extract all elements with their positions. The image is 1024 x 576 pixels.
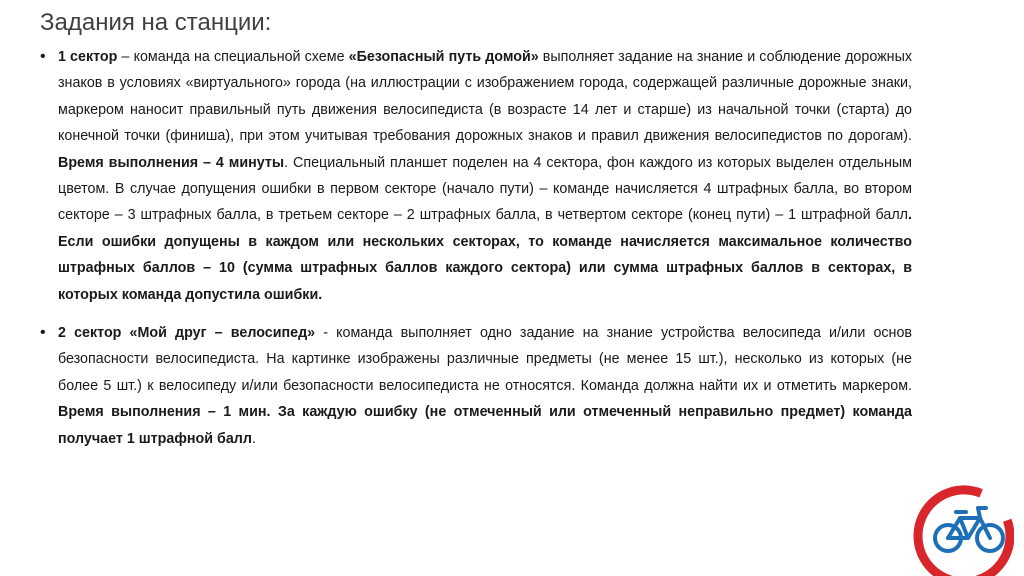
bullet: • [40, 324, 46, 342]
bullet: • [40, 48, 46, 65]
sector-1-label: 1 сектор [58, 49, 118, 65]
sector-2-label: 2 сектор «Мой друг – велосипед» [58, 325, 316, 342]
text-segment: выполняет задание на знание и соблюдение дорожных знаков в условиях «виртуального» города (на иллюстрации с изображением города, содержащей различные дорожные знаки, маркером наносит правильный путь движения велосипедиста (в возрасте 14 лет и старше) из начальной точки (старта) до конечной точки (финиша), при этом учитывая требования дорожных знаков и правил движения велосипедистов по дорогам). [58, 49, 912, 145]
scheme-name: «Безопасный путь домой» [348, 49, 539, 65]
page-title: Задания на станции: [40, 9, 272, 36]
time-limit: Время выполнения – 4 минуты [58, 154, 285, 171]
text-segment: - команда выполняет одно задание на знание устройства велосипеда и/или основ безопасности велосипедиста. На картинке изображены различные предметы (не менее 15 шт.), несколько из которых (не более 5 шт.) к велосипеду и/или безопасности велосипедиста не относятся. Команда должна найти их и отметить маркером. [58, 325, 912, 394]
bicycle-logo [904, 476, 1014, 576]
bicycle-icon [904, 476, 1014, 576]
penalty-rule: . Если ошибки допущены в каждом или нескольких секторах, то команде начисляется максимальное количество штрафных баллов – 10 (сумма штрафных баллов каждого сектора) или сумма штрафных баллов в секторах, в которых команда допустила ошибки. [58, 207, 912, 303]
time-limit: Время выполнения – 1 мин. За каждую ошибку (не отмеченный или отмеченный неправильно предмет) команда получает 1 штрафной балл [58, 404, 912, 447]
text-segment: . [251, 430, 256, 447]
list-item [40, 44, 912, 308]
list-item [40, 320, 912, 452]
text-segment: . Специальный планшет поделен на 4 сектора, фон каждого из которых выделен отдельным цветом. В случае допущения ошибки в первом секторе (начало пути) – команде начисляется 4 штрафных балла, во втором секторе – 3 штрафных балла, в третьем секторе – 2 штрафных балла, в четвертом секторе (конец пути) – 1 штрафной балл [58, 154, 912, 224]
content [40, 44, 912, 464]
text-segment: – команда на специальной схеме [117, 49, 349, 65]
